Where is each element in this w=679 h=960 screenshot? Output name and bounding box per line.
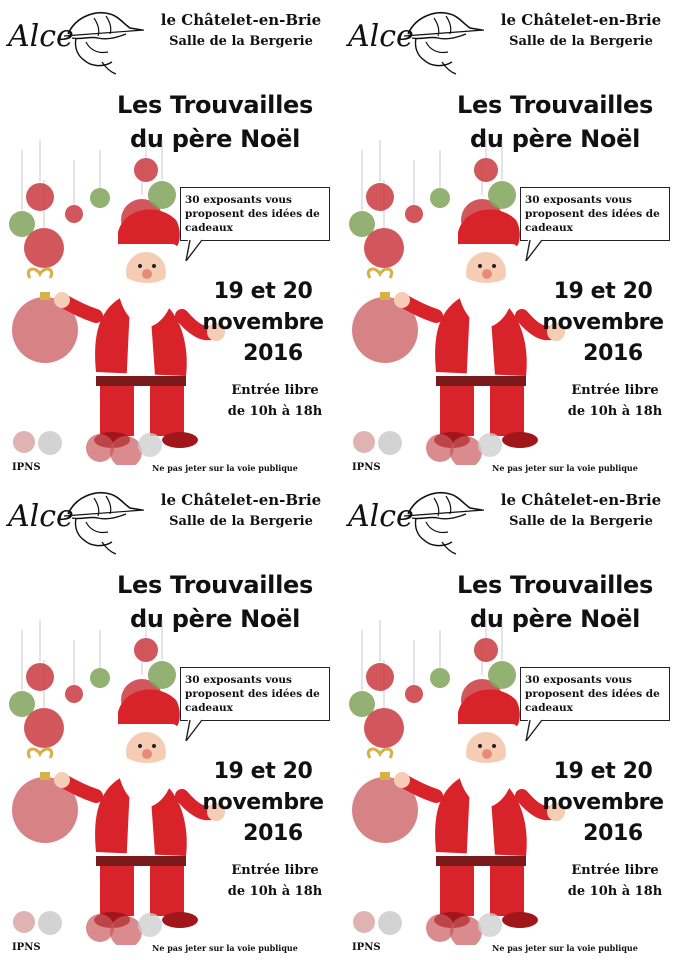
event-date (530, 276, 676, 369)
ipns-mark: IPNS (352, 942, 381, 953)
date-line-3: 2016 (243, 821, 303, 846)
hand-drawing-logo-icon (346, 484, 486, 556)
large-ornament-icon (352, 749, 418, 843)
venue (146, 490, 336, 532)
litter-notice: Ne pas jeter sur la voie publique (492, 943, 638, 953)
entry-line-1: Entrée libre (571, 863, 659, 878)
hall-name: Salle de la Bergerie (509, 34, 653, 49)
date-line-2: novembre (542, 790, 664, 815)
title-line-1: Les Trouvailles (457, 571, 653, 599)
hall-name: Salle de la Bergerie (169, 34, 313, 49)
title-line-2: du père Noël (129, 125, 301, 153)
entry-info (214, 380, 336, 422)
event-date (190, 276, 336, 369)
speech-bubble-tail-icon (524, 239, 544, 261)
litter-notice: Ne pas jeter sur la voie publique (152, 463, 298, 473)
hall-name: Salle de la Bergerie (509, 514, 653, 529)
litter-notice: Ne pas jeter sur la voie publique (492, 463, 638, 473)
floor-ornaments-icon (353, 431, 502, 465)
flyer (0, 480, 340, 960)
date-line-1: 19 et 20 (213, 759, 313, 784)
event-date (190, 756, 336, 849)
venue (486, 10, 676, 52)
speech-bubble: 30 exposants vous proposent des idées de cadeaux (180, 667, 330, 721)
logo-signature: Alce (8, 19, 74, 54)
hall-name: Salle de la Bergerie (169, 514, 313, 529)
title-line-2: du père Noël (469, 605, 641, 633)
large-ornament-icon (12, 749, 78, 843)
speech-bubble-tail-icon (524, 719, 544, 741)
floor-ornaments-icon (353, 911, 502, 945)
title-line-1: Les Trouvailles (457, 91, 653, 119)
entry-line-1: Entrée libre (231, 863, 319, 878)
large-ornament-icon (352, 269, 418, 363)
litter-notice: Ne pas jeter sur la voie publique (152, 943, 298, 953)
hand-drawing-logo-icon (346, 4, 486, 76)
entry-line-2: de 10h à 18h (567, 404, 663, 419)
title-line-2: du père Noël (129, 605, 301, 633)
floor-ornaments-icon (13, 431, 162, 465)
date-line-1: 19 et 20 (553, 279, 653, 304)
entry-line-2: de 10h à 18h (567, 884, 663, 899)
speech-bubble-tail-icon (184, 239, 204, 261)
flyer (340, 480, 679, 960)
entry-line-2: de 10h à 18h (227, 884, 323, 899)
date-line-2: novembre (542, 310, 664, 335)
speech-bubble: 30 exposants vous proposent des idées de cadeaux (180, 187, 330, 241)
title-line-2: du père Noël (469, 125, 641, 153)
town-name: le Châtelet-en-Brie (500, 491, 662, 509)
ipns-mark: IPNS (12, 942, 41, 953)
logo-signature: Alce (348, 499, 414, 534)
flyer (340, 0, 679, 480)
flyer (0, 0, 340, 480)
venue (146, 10, 336, 52)
date-line-3: 2016 (583, 821, 643, 846)
entry-line-1: Entrée libre (231, 383, 319, 398)
date-line-3: 2016 (583, 341, 643, 366)
hand-drawing-logo-icon (6, 484, 146, 556)
title-line-1: Les Trouvailles (117, 571, 313, 599)
date-line-2: novembre (202, 790, 324, 815)
title-line-1: Les Trouvailles (117, 91, 313, 119)
speech-bubble-tail-icon (184, 719, 204, 741)
entry-info (214, 860, 336, 902)
town-name: le Châtelet-en-Brie (160, 11, 322, 29)
speech-bubble: 30 exposants vous proposent des idées de cadeaux (520, 667, 670, 721)
entry-info (554, 860, 676, 902)
entry-info (554, 380, 676, 422)
logo-signature: Alce (348, 19, 414, 54)
entry-line-2: de 10h à 18h (227, 404, 323, 419)
town-name: le Châtelet-en-Brie (160, 491, 322, 509)
ipns-mark: IPNS (352, 462, 381, 473)
entry-line-1: Entrée libre (571, 383, 659, 398)
event-date (530, 756, 676, 849)
venue (486, 490, 676, 532)
speech-bubble: 30 exposants vous proposent des idées de cadeaux (520, 187, 670, 241)
hand-drawing-logo-icon (6, 4, 146, 76)
ipns-mark: IPNS (12, 462, 41, 473)
date-line-1: 19 et 20 (553, 759, 653, 784)
large-ornament-icon (12, 269, 78, 363)
town-name: le Châtelet-en-Brie (500, 11, 662, 29)
date-line-1: 19 et 20 (213, 279, 313, 304)
date-line-2: novembre (202, 310, 324, 335)
floor-ornaments-icon (13, 911, 162, 945)
date-line-3: 2016 (243, 341, 303, 366)
logo-signature: Alce (8, 499, 74, 534)
